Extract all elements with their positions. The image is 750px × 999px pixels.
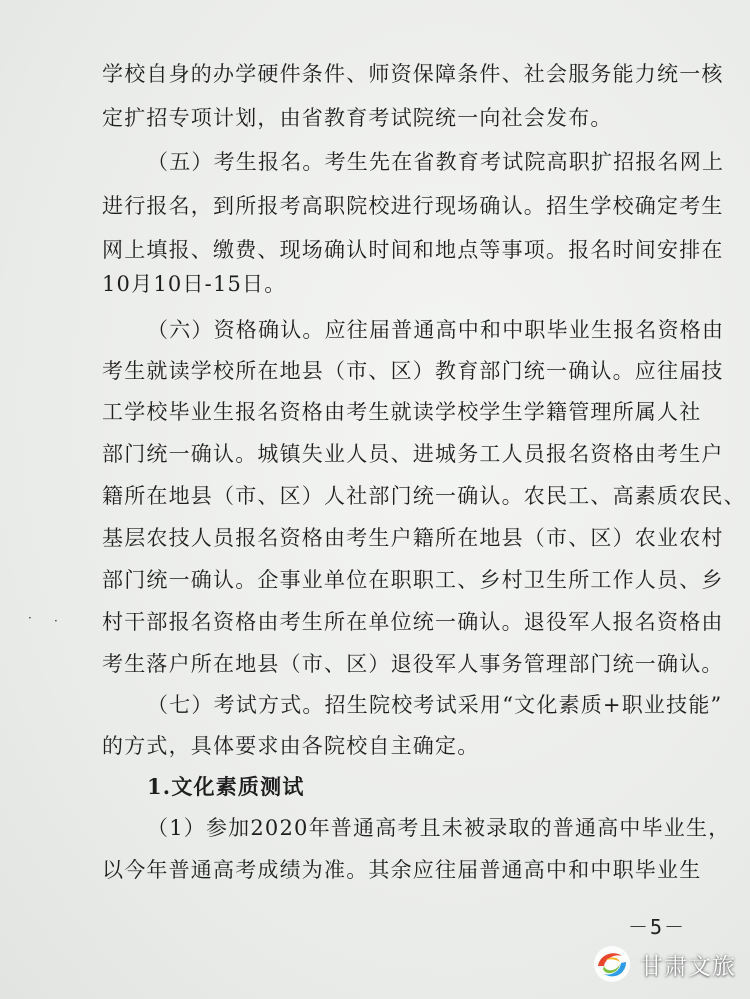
- text-line: （五）考生报名。考生先在省教育考试院高职扩招报名网上: [147, 150, 725, 174]
- text-line: 考生落户所在地县（市、区）退役军人事务管理部门统一确认。: [102, 652, 724, 676]
- text-line: 村干部报名资格由考生所在单位统一确认。退役军人报名资格由: [102, 610, 724, 634]
- section-heading: 1.文化素质测试: [147, 774, 305, 799]
- watermark-logo: [592, 939, 736, 989]
- text-line: 考生就读学校所在地县（市、区）教育部门统一确认。应往届技: [102, 359, 724, 383]
- text-line: 部门统一确认。企事业单位在职职工、乡村卫生所工作人员、乡: [102, 568, 724, 592]
- text-line: 基层农技人员报名资格由考生户籍所在地县（市、区）农业农村: [102, 526, 724, 550]
- text-line: （1）参加2020年普通高考且未被录取的普通高中毕业生，: [147, 816, 731, 840]
- text-line: 的方式，具体要求由各院校自主确定。: [102, 734, 480, 758]
- swirl-logo-icon: [592, 944, 632, 984]
- text-line: 籍所在地县（市、区）人社部门统一确认。农民工、高素质农民、: [102, 484, 746, 508]
- text-line: 网上填报、缴费、现场确认时间和地点等事项。报名时间安排在: [102, 238, 724, 262]
- watermark-text: 甘肃文旅: [640, 953, 736, 980]
- text-line: 进行报名，到所报考高职院校进行现场确认。招生学校确定考生: [102, 194, 724, 218]
- text-line: 以今年普通高考成绩为准。其余应往届普通高中和中职毕业生: [102, 858, 702, 882]
- text-line: （六）资格确认。应往届普通高中和中职毕业生报名资格由: [147, 318, 725, 342]
- ink-speck: ·: [54, 614, 58, 628]
- text-line: 定扩招专项计划，由省教育考试院统一向社会发布。: [102, 106, 613, 130]
- text-line: 学校自身的办学硬件条件、师资保障条件、社会服务能力统一核: [102, 62, 724, 86]
- text-line: 10月10日-15日。: [102, 272, 287, 296]
- text-line: 工学校毕业生报名资格由考生就读学校学生学籍管理所属人社: [102, 400, 702, 424]
- text-line: 部门统一确认。城镇失业人员、进城务工人员报名资格由考生户: [102, 442, 724, 466]
- text-line: （七）考试方式。招生院校考试采用“文化素质+职业技能”: [147, 693, 723, 717]
- page-number: －5－: [628, 915, 687, 939]
- ink-speck: ·: [28, 611, 32, 625]
